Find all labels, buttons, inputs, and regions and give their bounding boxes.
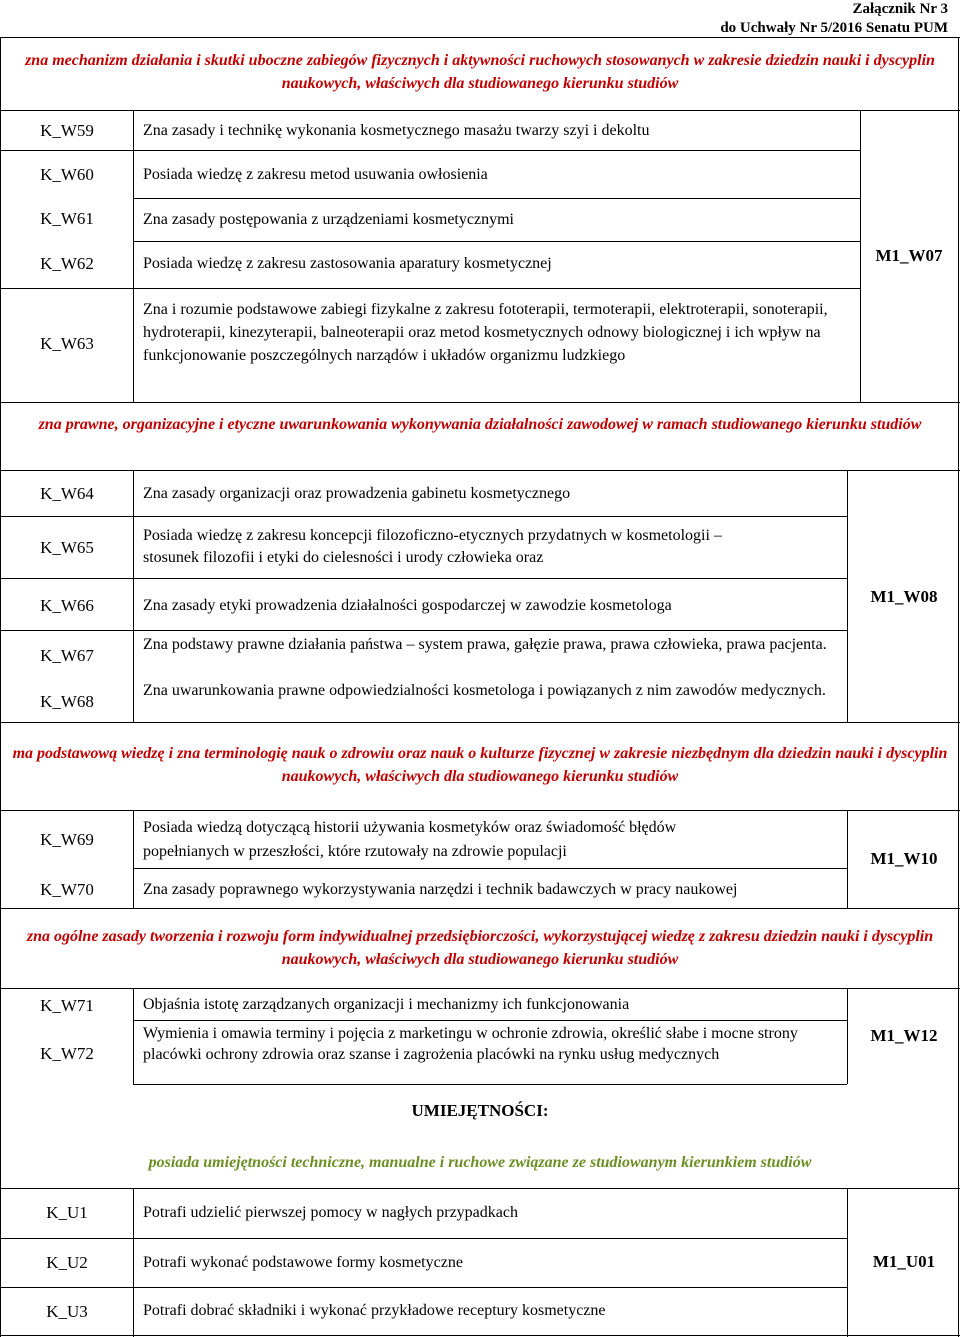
section-title-3: ma podstawową wiedzę i zna terminologię nauk o zdrowiu oraz nauk o kulturze fizycznej w zakresie niezbędnym dla dziedzin nauki i dyscyplin naukowych, właściwych dla studiowanego kierunku studiów bbox=[12, 745, 948, 785]
code-k-w67: K_W67 bbox=[40, 646, 94, 665]
section-title-2: zna prawne, organizacyjne i etyczne uwarunkowania wykonywania działalności zawodowej w ramach studiowanego kierunku studiów bbox=[38, 416, 922, 433]
desc-k-w60: Posiada wiedzę z zakresu metod usuwania owłosienia bbox=[143, 166, 488, 183]
mcode-m1-w10: M1_W10 bbox=[870, 849, 938, 868]
code-k-w60: K_W60 bbox=[40, 165, 94, 184]
code-k-w62: K_W62 bbox=[40, 254, 94, 273]
code-k-u1: K_U1 bbox=[46, 1203, 88, 1222]
desc-k-u3: Potrafi dobrać składniki i wykonać przykładowe receptury kosmetyczne bbox=[143, 1302, 606, 1319]
code-k-w70: K_W70 bbox=[40, 880, 94, 899]
desc-k-w72: Wymienia i omawia terminy i pojęcia z marketingu w ochronie zdrowia, określić słabe i mocne strony placówki ochrony zdrowia oraz szanse i zagrożenia placówki na rynku usług medycznych bbox=[143, 1025, 798, 1063]
skills-heading: UMIEJĘTNOŚCI: bbox=[411, 1101, 549, 1120]
section-title-4: zna ogólne zasady tworzenia i rozwoju form indywidualnej przedsiębiorczości, wykorzystującej wiedzę z zakresu dziedzin nauki i dyscyplin naukowych, właściwych dla studiowanego kierunku studiów bbox=[26, 928, 934, 968]
desc-k-w71: Objaśnia istotę zarządzanych organizacji i mechanizmy ich funkcjonowania bbox=[143, 996, 630, 1013]
code-k-w66: K_W66 bbox=[40, 596, 94, 615]
code-k-w61: K_W61 bbox=[40, 209, 94, 228]
desc-k-u2: Potrafi wykonać podstawowe formy kosmetyczne bbox=[143, 1254, 463, 1271]
mcode-m1-w07: M1_W07 bbox=[875, 246, 943, 265]
section-title-1: zna mechanizm działania i skutki uboczne zabiegów fizycznych i aktywności ruchowych stosowanych w zakresie dziedzin nauki i dyscyplin naukowych, właściwych dla studiowanego kierunku studiów bbox=[25, 52, 935, 92]
desc-k-w69: Posiada wiedzą dotyczącą historii używania kosmetyków oraz świadomość błędów popełnianych w przeszłości, które rzutowały na zdrowie populacji bbox=[143, 819, 677, 860]
mcode-m1-w12: M1_W12 bbox=[870, 1026, 938, 1045]
code-k-w72: K_W72 bbox=[40, 1044, 94, 1063]
desc-k-w62: Posiada wiedzę z zakresu zastosowania aparatury kosmetycznej bbox=[143, 255, 552, 272]
resolution-reference: do Uchwały Nr 5/2016 Senatu PUM bbox=[720, 20, 948, 36]
code-k-u3: K_U3 bbox=[46, 1302, 88, 1321]
desc-k-w65: Posiada wiedzę z zakresu koncepcji filozoficzno-etycznych przydatnych w kosmetologii – stosunek filozofii i etyki do cielesności i urody człowieka oraz bbox=[143, 527, 722, 566]
code-k-w64: K_W64 bbox=[40, 484, 94, 503]
desc-k-w63: Zna i rozumie podstawowe zabiegi fizykalne z zakresu fototerapii, termoterapii, elektroterapii, sonoterapii, hydroterapii, kinezyterapii, balneoterapii oraz metod kosmetycznych odnowy biologicznej i ich wpływ na funkcjonowanie poszczególnych narządów i układów organizmu ludzkiego bbox=[143, 301, 828, 364]
desc-k-w59: Zna zasady i technikę wykonania kosmetycznego masażu twarzy szyi i dekoltu bbox=[143, 122, 650, 139]
desc-k-w66: Zna zasady etyki prowadzenia działalności gospodarczej w zawodzie kosmetologa bbox=[143, 597, 672, 614]
code-k-w68: K_W68 bbox=[40, 692, 94, 711]
code-k-u2: K_U2 bbox=[46, 1253, 88, 1272]
desc-k-w61: Zna zasady postępowania z urządzeniami kosmetycznymi bbox=[143, 211, 514, 228]
skills-section-title: posiada umiejętności techniczne, manualne i ruchowe związane ze studiowanym kierunkiem studiów bbox=[148, 1154, 812, 1171]
code-k-w63: K_W63 bbox=[40, 334, 94, 353]
desc-k-w68: Zna uwarunkowania prawne odpowiedzialności kosmetologa i powiązanych z nim zawodów medycznych. bbox=[143, 682, 826, 699]
header bbox=[720, 0, 948, 38]
desc-k-w70: Zna zasady poprawnego wykorzystywania narzędzi i technik badawczych w pracy naukowej bbox=[143, 881, 738, 898]
desc-k-w64: Zna zasady organizacji oraz prowadzenia gabinetu kosmetycznego bbox=[143, 485, 571, 502]
mcode-m1-w08: M1_W08 bbox=[870, 587, 938, 606]
code-k-w59: K_W59 bbox=[40, 121, 94, 140]
desc-k-u1: Potrafi udzielić pierwszej pomocy w nagłych przypadkach bbox=[143, 1204, 518, 1221]
desc-k-w67: Zna podstawy prawne działania państwa – system prawa, gałęzie prawa, prawa człowieka, prawa pacjenta. bbox=[143, 636, 827, 653]
code-k-w69: K_W69 bbox=[40, 830, 94, 849]
mcode-m1-u01: M1_U01 bbox=[872, 1252, 936, 1271]
attachment-number: Załącznik Nr 3 bbox=[852, 1, 948, 17]
code-k-w71: K_W71 bbox=[40, 996, 94, 1015]
code-k-w65: K_W65 bbox=[40, 538, 94, 557]
